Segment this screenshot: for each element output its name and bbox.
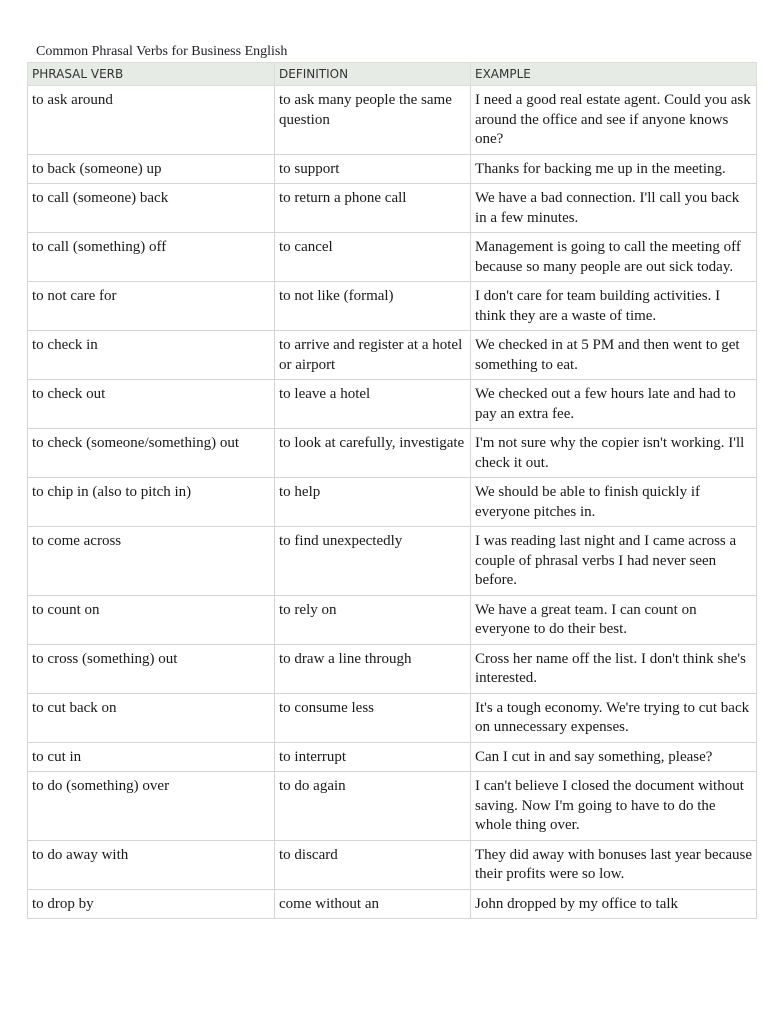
table-row xyxy=(28,429,757,478)
phrasal-verb-cell: to cut back on xyxy=(28,693,275,742)
example-cell: Cross her name off the list. I don't think she's interested. xyxy=(471,644,757,693)
table-row xyxy=(28,86,757,155)
phrasal-verb-cell: to check in xyxy=(28,331,275,380)
example-cell: We have a great team. I can count on everyone to do their best. xyxy=(471,595,757,644)
table-row xyxy=(28,478,757,527)
table-row xyxy=(28,889,757,919)
example-cell: I'm not sure why the copier isn't working. I'll check it out. xyxy=(471,429,757,478)
example-cell: We checked out a few hours late and had to pay an extra fee. xyxy=(471,380,757,429)
phrasal-verb-cell: to check out xyxy=(28,380,275,429)
phrasal-verb-cell: to ask around xyxy=(28,86,275,155)
example-cell: John dropped by my office to talk xyxy=(471,889,757,919)
definition-cell: to do again xyxy=(275,772,471,841)
table-row xyxy=(28,772,757,841)
definition-cell: to ask many people the same question xyxy=(275,86,471,155)
header-example: EXAMPLE xyxy=(471,63,757,86)
phrasal-verb-cell: to back (someone) up xyxy=(28,154,275,184)
table-row xyxy=(28,154,757,184)
definition-cell: to interrupt xyxy=(275,742,471,772)
phrasal-verbs-table xyxy=(27,62,757,919)
definition-cell: to leave a hotel xyxy=(275,380,471,429)
phrasal-verb-cell: to cut in xyxy=(28,742,275,772)
phrasal-verb-cell: to come across xyxy=(28,527,275,596)
phrasal-verb-cell: to do away with xyxy=(28,840,275,889)
table-row xyxy=(28,380,757,429)
example-cell: Can I cut in and say something, please? xyxy=(471,742,757,772)
definition-cell: come without an xyxy=(275,889,471,919)
table-row xyxy=(28,184,757,233)
phrasal-verb-cell: to check (someone/something) out xyxy=(28,429,275,478)
example-cell: It's a tough economy. We're trying to cut back on unnecessary expenses. xyxy=(471,693,757,742)
phrasal-verb-cell: to chip in (also to pitch in) xyxy=(28,478,275,527)
table-row xyxy=(28,644,757,693)
definition-cell: to arrive and register at a hotel or airport xyxy=(275,331,471,380)
table-row xyxy=(28,742,757,772)
table-row xyxy=(28,233,757,282)
example-cell: I don't care for team building activities. I think they are a waste of time. xyxy=(471,282,757,331)
phrasal-verb-cell: to call (someone) back xyxy=(28,184,275,233)
definition-cell: to look at carefully, investigate xyxy=(275,429,471,478)
definition-cell: to draw a line through xyxy=(275,644,471,693)
definition-cell: to cancel xyxy=(275,233,471,282)
example-cell: Thanks for backing me up in the meeting. xyxy=(471,154,757,184)
table-row xyxy=(28,840,757,889)
table-row xyxy=(28,595,757,644)
definition-cell: to consume less xyxy=(275,693,471,742)
definition-cell: to find unexpectedly xyxy=(275,527,471,596)
phrasal-verb-cell: to count on xyxy=(28,595,275,644)
definition-cell: to not like (formal) xyxy=(275,282,471,331)
definition-cell: to rely on xyxy=(275,595,471,644)
example-cell: I was reading last night and I came across a couple of phrasal verbs I had never seen before. xyxy=(471,527,757,596)
example-cell: Management is going to call the meeting off because so many people are out sick today. xyxy=(471,233,757,282)
phrasal-verb-cell: to not care for xyxy=(28,282,275,331)
definition-cell: to return a phone call xyxy=(275,184,471,233)
example-cell: We checked in at 5 PM and then went to get something to eat. xyxy=(471,331,757,380)
definition-cell: to discard xyxy=(275,840,471,889)
table-row xyxy=(28,693,757,742)
example-cell: I need a good real estate agent. Could you ask around the office and see if anyone knows one? xyxy=(471,86,757,155)
definition-cell: to help xyxy=(275,478,471,527)
header-definition: DEFINITION xyxy=(275,63,471,86)
table-row xyxy=(28,527,757,596)
example-cell: They did away with bonuses last year because their profits were so low. xyxy=(471,840,757,889)
example-cell: We have a bad connection. I'll call you back in a few minutes. xyxy=(471,184,757,233)
phrasal-verb-cell: to do (something) over xyxy=(28,772,275,841)
table-row xyxy=(28,282,757,331)
document-title: Common Phrasal Verbs for Business English xyxy=(36,44,288,59)
phrasal-verb-cell: to drop by xyxy=(28,889,275,919)
example-cell: We should be able to finish quickly if everyone pitches in. xyxy=(471,478,757,527)
header-phrasal-verb: PHRASAL VERB xyxy=(28,63,275,86)
table-row xyxy=(28,331,757,380)
phrasal-verb-cell: to cross (something) out xyxy=(28,644,275,693)
phrasal-verb-cell: to call (something) off xyxy=(28,233,275,282)
table-header-row xyxy=(28,63,757,86)
definition-cell: to support xyxy=(275,154,471,184)
example-cell: I can't believe I closed the document without saving. Now I'm going to have to do the whole thing over. xyxy=(471,772,757,841)
